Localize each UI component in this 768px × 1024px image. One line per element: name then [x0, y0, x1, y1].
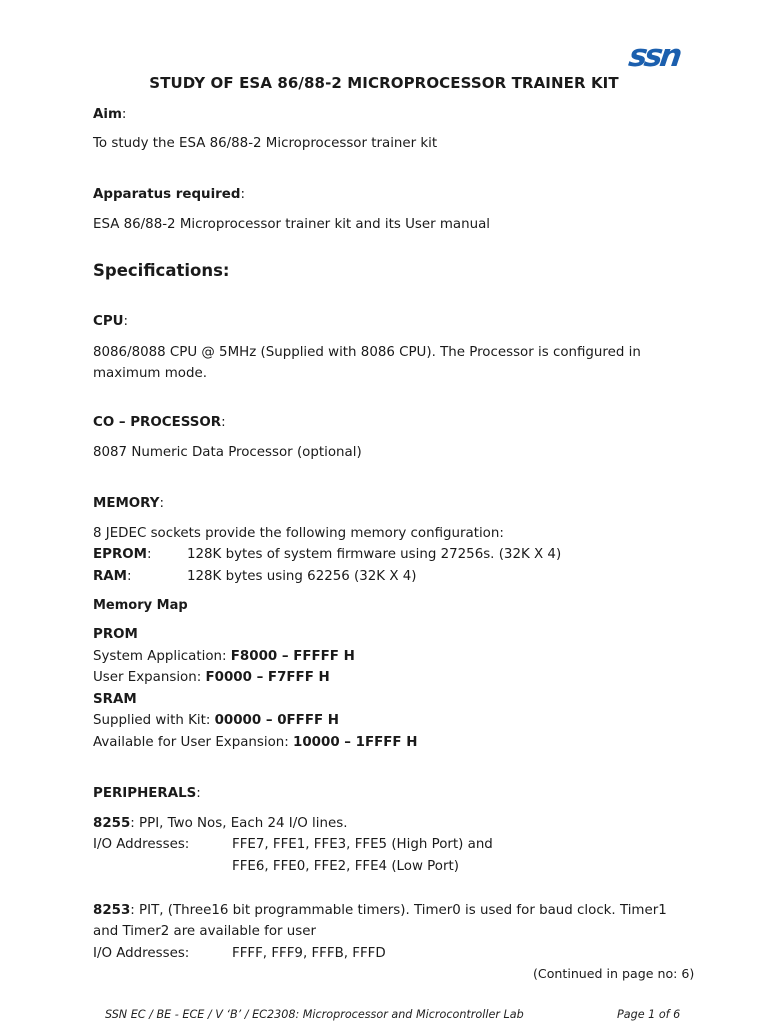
footer-course: SSN EC / BE - ECE / V ‘B’ / EC2308: Microprocessor and Microcontroller Lab [105, 1008, 524, 1021]
cpu-text-line2: maximum mode. [93, 366, 207, 381]
system-application-line [93, 649, 355, 664]
eprom-text: 128K bytes of system firmware using 27256s. (32K X 4) [187, 547, 562, 562]
p8253-io-value: FFFF, FFF9, FFFB, FFFD [232, 946, 386, 961]
cpu-label: CPU [93, 314, 124, 329]
p8253-line1 [93, 903, 667, 918]
peripherals-heading [93, 786, 201, 801]
available-expansion-line [93, 735, 417, 750]
apparatus-colon: : [240, 187, 245, 202]
memory-intro: 8 JEDEC sockets provide the following memory configuration: [93, 526, 504, 541]
cpu-colon: : [123, 314, 129, 329]
aim-colon: : [121, 107, 127, 122]
coprocessor-label: CO – PROCESSOR [93, 415, 222, 430]
page-title: STUDY OF ESA 86/88-2 MICROPROCESSOR TRAINER KIT [149, 74, 619, 92]
aim-heading [93, 107, 126, 122]
p8255-line [93, 816, 347, 831]
cpu-text-line1: 8086/8088 CPU @ 5MHz (Supplied with 8086 CPU). The Processor is configured in [93, 345, 641, 360]
coprocessor-text: 8087 Numeric Data Processor (optional) [93, 445, 362, 460]
user-expansion-value: F0000 – F7FFF H [205, 670, 330, 685]
user-expansion-line [93, 670, 330, 685]
ram-label-group [93, 569, 132, 584]
sram-heading: SRAM [93, 692, 137, 707]
p8255-io-label: I/O Addresses: [93, 837, 190, 852]
eprom-colon: : [146, 547, 152, 562]
supplied-with-kit-line [93, 713, 339, 728]
aim-text: To study the ESA 86/88-2 Microprocessor trainer kit [93, 136, 438, 151]
continued-note: (Continued in page no: 6) [533, 966, 695, 981]
prom-heading: PROM [93, 627, 138, 642]
coprocessor-colon: : [221, 415, 226, 430]
cpu-heading [93, 314, 128, 329]
memory-label: MEMORY [93, 496, 160, 511]
ssn-logo: ssn [626, 38, 682, 74]
ram-label: RAM [93, 569, 127, 584]
user-expansion-label: User Expansion: [93, 670, 206, 685]
ram-colon: : [127, 569, 132, 584]
apparatus-text: ESA 86/88-2 Microprocessor trainer kit and its User manual [93, 217, 491, 232]
aim-label: Aim [93, 107, 122, 122]
peripherals-colon: : [196, 786, 201, 801]
p8253-text: : PIT, (Three16 bit programmable timers). Timer0 is used for baud clock. Timer1 [130, 903, 667, 918]
supplied-with-kit-value: 00000 – 0FFFF H [214, 713, 339, 728]
footer-page-number: Page 1 of 6 [617, 1008, 681, 1021]
p8255-io-line1: FFE7, FFE1, FFE3, FFE5 (High Port) and [232, 837, 493, 852]
p8253-line2: and Timer2 are available for user [93, 924, 316, 939]
supplied-with-kit-label: Supplied with Kit: [93, 713, 215, 728]
apparatus-label: Apparatus required [93, 187, 241, 202]
eprom-label: EPROM [93, 547, 147, 562]
peripherals-label: PERIPHERALS [93, 786, 197, 801]
p8255-text: : PPI, Two Nos, Each 24 I/O lines. [130, 816, 348, 831]
p8253-io-label: I/O Addresses: [93, 946, 190, 961]
system-application-value: F8000 – FFFFF H [230, 649, 355, 664]
p8255-label: 8255 [93, 816, 131, 831]
specifications-heading: Specifications: [93, 261, 230, 280]
available-expansion-label: Available for User Expansion: [93, 735, 294, 750]
coprocessor-heading [93, 415, 226, 430]
memory-map-heading: Memory Map [93, 598, 188, 613]
p8253-label: 8253 [93, 903, 131, 918]
memory-colon: : [159, 496, 164, 511]
available-expansion-value: 10000 – 1FFFF H [293, 735, 418, 750]
p8255-io-line2: FFE6, FFE0, FFE2, FFE4 (Low Port) [232, 859, 459, 874]
memory-heading [93, 496, 164, 511]
ram-text: 128K bytes using 62256 (32K X 4) [187, 569, 417, 584]
eprom-label-group [93, 547, 152, 562]
system-application-label: System Application: [93, 649, 231, 664]
apparatus-heading [93, 187, 245, 202]
